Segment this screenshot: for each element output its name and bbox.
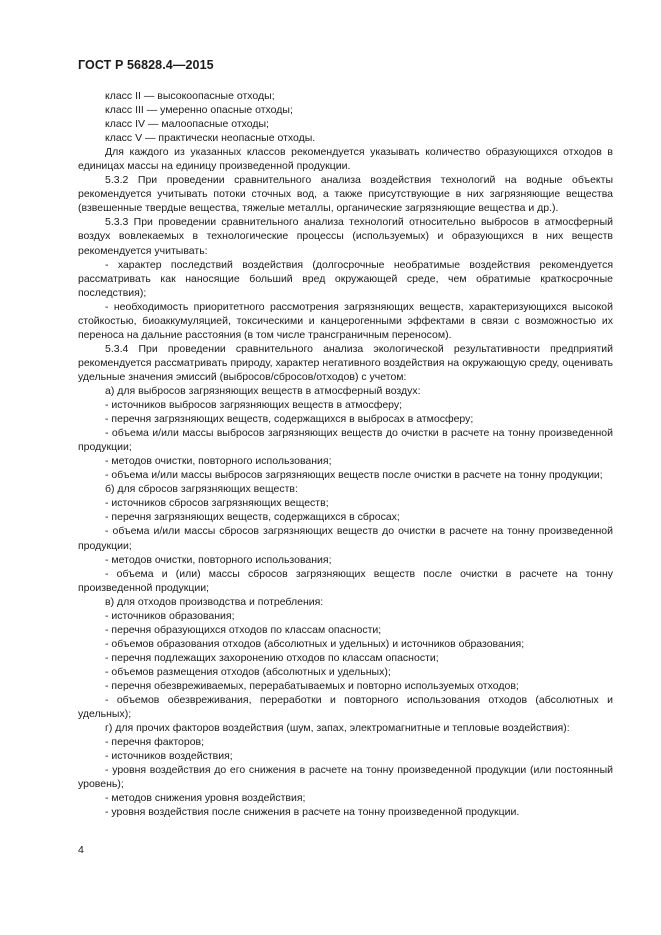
list-item: - объема и (или) массы сбросов загрязняющих веществ после очистки в расчете на тонну произведенной продукции; <box>78 567 613 594</box>
list-item: - источников сбросов загрязняющих веществ; <box>105 497 329 510</box>
list-item: - перечня подлежащих захоронению отходов по классам опасности; <box>105 651 439 664</box>
list-item: - перечня факторов; <box>105 736 205 749</box>
paragraph-class-5: класс V — практически неопасные отходы. <box>105 132 316 145</box>
list-item: - объема и/или массы выбросов загрязняющих веществ до очистки в расчете на тонну произведенной продукции; <box>78 427 613 454</box>
list-item: - перечня загрязняющих веществ, содержащихся в сбросах; <box>105 511 400 524</box>
list-item: - перечня обезвреживаемых, перерабатываемых и повторно используемых отходов; <box>105 679 519 692</box>
list-heading-a: а) для выбросов загрязняющих веществ в атмосферный воздух: <box>105 384 421 397</box>
list-item: - объема и/или массы выбросов загрязняющих веществ после очистки в расчете на тонну продукции; <box>105 469 603 482</box>
list-item: - необходимость приоритетного рассмотрения загрязняющих веществ, характеризующихся высокой стойкостью, биоаккумуляцией, токсическими и канцерогенными эффектами в связи с возможностью их переноса на дальние расстояния (в том числе трансграничным переносом). <box>78 300 613 341</box>
list-item: - перечня образующихся отходов по классам опасности; <box>105 623 382 636</box>
list-item: - методов снижения уровня воздействия; <box>105 792 306 805</box>
list-item: - объемов образования отходов (абсолютных и удельных) и источников образования; <box>105 637 525 650</box>
list-heading-b: б) для сбросов загрязняющих веществ: <box>105 483 298 496</box>
paragraph-5-3-4: 5.3.4 При проведении сравнительного анализа экологической результативности предприятий рекомендуется рассматривать природу, характер негативного воздействия на окружающую среду, оценивать удельные значения эмиссий (выбросов/сбросов/отходов) с учетом: <box>78 342 613 383</box>
document-code-header: ГОСТ Р 56828.4—2015 <box>78 58 214 72</box>
list-item: - источников воздействия; <box>105 750 233 763</box>
paragraph-5-3-3: 5.3.3 При проведении сравнительного анализа технологий относительно выбросов в атмосферный воздух вовлекаемых в технологические процессы (используемых) и образующихся в них веществ рекомендуется учитывать: <box>78 216 613 257</box>
list-item: - источников образования; <box>105 609 235 622</box>
list-item: - характер последствий воздействия (долгосрочные необратимые воздействия рекомендуется рассматривать как наносящие больший вред окружающей среде, чем обратимые краткосрочные последствия); <box>78 258 613 299</box>
list-item: - объемов размещения отходов (абсолютных и удельных); <box>105 665 391 678</box>
list-item: - источников выбросов загрязняющих веществ в атмосферу; <box>105 399 403 412</box>
paragraph-class-2: класс II — высокоопасные отходы; <box>105 90 275 102</box>
paragraph-5-3-2: 5.3.2 При проведении сравнительного анализа воздействия технологий на водные объекты рекомендуется учитывать потоки сточных вод, а также присутствующие в них загрязняющие вещества (взвешенные твердые вещества, тяжелые металлы, органические загрязняющие вещества и др.). <box>78 174 613 215</box>
paragraph-class-4: класс IV — малоопасные отходы; <box>105 118 269 131</box>
list-item: - объема и/или массы сбросов загрязняющих веществ до очистки в расчете на тонну произведенной продукции; <box>78 525 613 552</box>
list-heading-v: в) для отходов производства и потребления: <box>105 595 324 608</box>
list-item: - перечня загрязняющих веществ, содержащихся в выбросах в атмосферу; <box>105 413 474 426</box>
list-item: - методов очистки, повторного использования; <box>105 455 332 468</box>
paragraph-class-3: класс III — умеренно опасные отходы; <box>105 104 293 117</box>
list-item: - уровня воздействия до его снижения в расчете на тонну произведенной продукции (или постоянный уровень); <box>78 764 613 791</box>
list-heading-g: г) для прочих факторов воздействия (шум, запах, электромагнитные и тепловые воздействия): <box>105 722 570 735</box>
paragraph-class-note: Для каждого из указанных классов рекомендуется указывать количество образующихся отходов в единицах массы на единицу произведенной продукции. <box>78 146 613 173</box>
document-body <box>78 89 613 819</box>
list-item: - уровня воздействия после снижения в расчете на тонну произведенной продукции. <box>105 806 520 819</box>
page-number: 4 <box>78 844 84 856</box>
list-item: - методов очистки, повторного использования; <box>105 553 332 566</box>
list-item: - объемов обезвреживания, переработки и повторного использования отходов (абсолютных и удельных); <box>78 694 613 721</box>
